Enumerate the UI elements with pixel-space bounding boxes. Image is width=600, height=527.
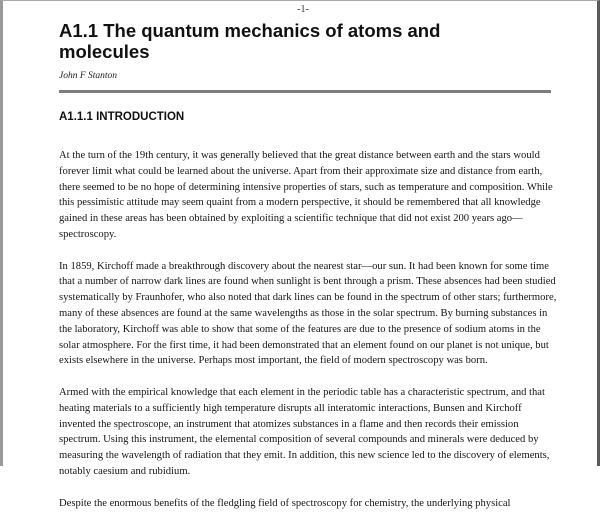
paragraph: Armed with the empirical knowledge that each element in the periodic table has a characteristic spectrum, and that heating materials to a sufficiently high temperature disrupts all interatomic interactions, Bunsen and Kirchoff invented the spectroscope, an instrument that atomizes substances in a flame and then records their emission spectrum. Using this instrument, the elemental composition of several compounds and minerals were deduced by measuring the wavelength of radiation that they emit. In addition, this new science led to the discovery of elements, notably caesium and rubidium.	[59, 386, 550, 477]
title-divider	[59, 90, 551, 93]
section-heading: A1.1.1 INTRODUCTION	[59, 111, 185, 123]
page-number: -1-	[297, 4, 309, 15]
paragraph: Despite the enormous benefits of the fledgling field of spectroscopy for chemistry, the underlying physical	[59, 497, 511, 509]
paragraph: At the turn of the 19th century, it was generally believed that the great distance between earth and the stars would forever limit what could be learned about the universe. Apart from their approximate size and distance from earth, there seemed to be no hope of determining intensive properties of stars, such as temperature and composition. While this pessimistic attitude may seem quaint from a modern perspective, it should be remembered that all knowledge gained in these areas has been obtained by exploiting a scientific technique that did not exist 200 years ago—spectroscopy.	[59, 150, 553, 240]
author-name: John F Stanton	[59, 71, 118, 81]
paragraph: In 1859, Kirchoff made a breakthrough discovery about the nearest star—our sun. It had been known for some time that a number of narrow dark lines are found when sunlight is bent through a prism. These absences had been studied systematically by Fraunhofer, who also noted that dark lines can be found in the spectrum of other stars; furthermore, many of these absences are found at the same wavelengths as those in the solar spectrum. By burning substances in the laboratory, Kirchoff was able to show that some of the features are due to the presence of sodium atoms in the solar atmosphere. For the first time, it had been demonstrated that an element found on our planet is not unique, but exists elsewhere in the universe. Perhaps most important, the field of modern spectroscopy was born.	[59, 260, 557, 367]
body-text	[59, 148, 559, 527]
document-title: A1.1 The quantum mechanics of atoms and molecules	[59, 20, 441, 62]
